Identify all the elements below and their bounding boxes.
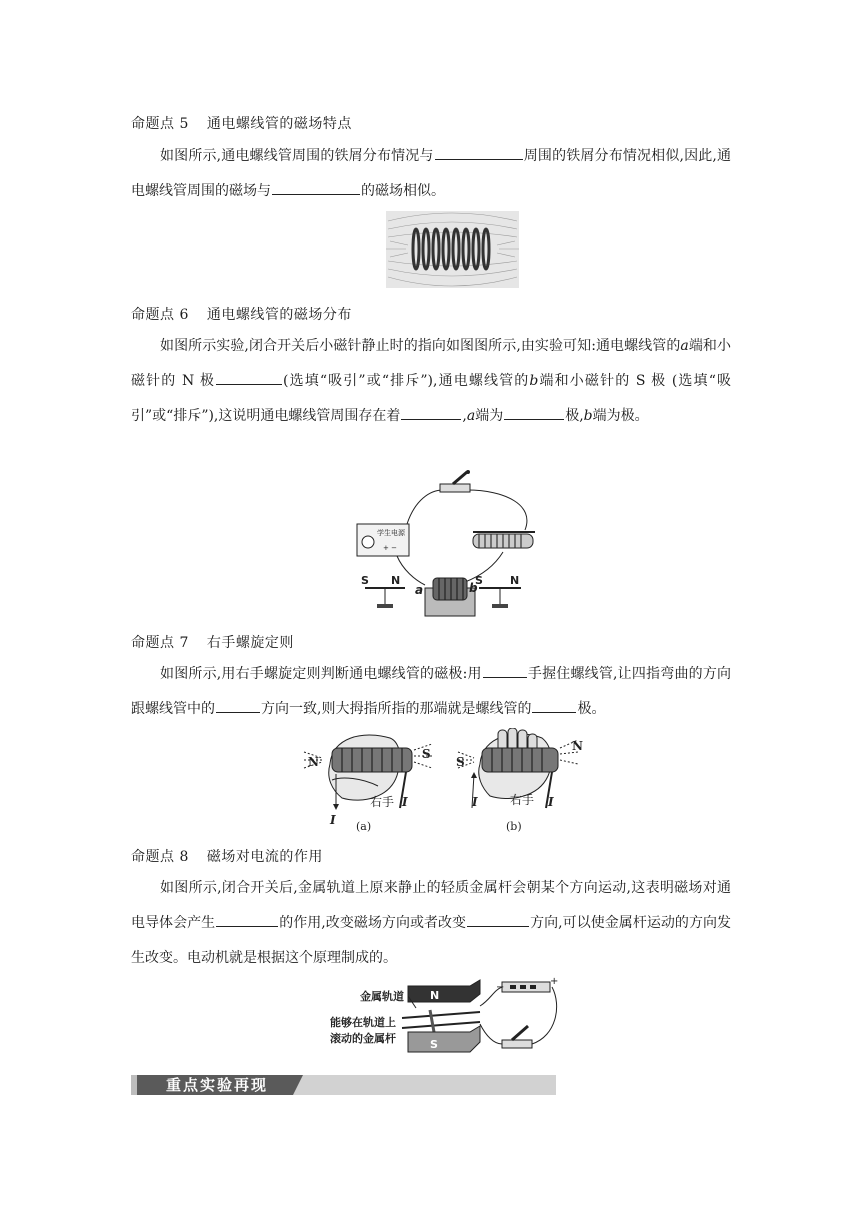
right-hand-label: 右手 [370,795,395,809]
section-6-paragraph [131,329,731,434]
fill-blank[interactable] [467,912,529,927]
compass-s-label: S [361,574,369,587]
current-label: I [402,795,408,809]
section-6-text-3: (选填“吸引”或“排斥”),通电螺线管的 [282,373,530,389]
section-8-text-3: 方向,可以使金属杆运动的方向发生改变。电动机就是根据这个原理制成的。 [131,915,731,966]
magnet-s [408,1026,480,1052]
section-6-text-1: 如图所示实验,闭合开关后小磁针静止时的指向如图图所示,由实验可知:通电螺线管的 [160,338,681,354]
section-5-text-3: 的磁场相似。 [361,183,445,199]
pole-s-label: S [456,755,465,769]
section-7-text-1: 如图所示,用右手螺旋定则判断通电螺线管的磁极:用 [160,666,482,682]
section-6-heading [131,304,352,324]
pole-n-label: N [572,739,583,753]
magnet-n-label: N [430,989,440,1002]
fill-blank[interactable] [532,698,576,713]
end-b-label: b [529,373,539,389]
battery-icon [496,976,558,993]
motor-principle-figure [330,976,562,1060]
end-b-label: b [583,408,593,424]
current-label: I [548,795,554,809]
power-supply-icon [357,524,409,556]
battery-plus: + [550,976,559,987]
section-5-text-2: 周围的铁屑分布情况相似,因此,通电螺线管周围的磁场与 [131,148,732,199]
left-compass-needle [361,574,405,608]
section-6-number: 命题点 6 [131,307,189,323]
power-supply-terminals: + − [383,544,397,552]
section-8-heading [131,846,323,866]
right-compass-needle [475,574,521,608]
section-5-paragraph [131,139,731,209]
fill-blank[interactable] [435,145,523,160]
figure-caption-a: (a) [356,820,372,833]
section-6-text-6: 端为 [475,408,504,424]
rheostat-icon [473,532,535,548]
switch-icon [440,470,470,492]
right-hand-label: 右手 [510,793,535,807]
power-supply-label: 学生电源 [377,529,405,537]
solenoid-end-b: b [469,581,478,595]
current-label: I [330,813,336,827]
switch-icon [502,1026,532,1048]
magnet-n [408,980,480,1002]
section-6-text-2: 端和小磁针的 N 极 [131,338,731,389]
fill-blank[interactable] [216,912,278,927]
section-7-text-4: 极。 [577,701,606,717]
fill-blank[interactable] [272,180,360,195]
solenoid-iron-filings-figure [386,211,519,288]
section-5-text-1: 如图所示,通电螺线管周围的铁屑分布情况与 [160,148,434,164]
section-8-number: 命题点 8 [131,849,189,865]
solenoid-on-stand [425,578,475,616]
section-7-text-2: 手握住螺线管,让四指弯曲的方向跟螺线管中的 [131,666,732,717]
fill-blank[interactable] [401,405,461,420]
section-6-text-4: 端和小磁针的 S 极 (选填“吸引”或“排斥”),这说明通电螺线管周围存在着 [131,373,731,424]
solenoid-end-a: a [415,583,424,597]
pole-s-label: S [422,747,431,761]
section-8-title: 磁场对电流的作用 [206,849,323,865]
pole-n-label: N [308,755,319,769]
banner-title: 重点实验再现 [166,1076,269,1094]
section-6-title: 通电螺线管的磁场分布 [206,307,352,323]
current-label: I [472,795,478,809]
solenoid-circuit-figure [355,470,545,620]
section-5-number: 命题点 5 [131,116,189,132]
section-6-text-8: 端为极。 [592,408,649,424]
section-8-paragraph [131,871,731,976]
hand-diagram-b [456,728,583,833]
compass-n-label: N [391,574,401,587]
section-5-title: 通电螺线管的磁场特点 [206,116,352,132]
compass-n-label: N [510,574,520,587]
section-5-heading [131,113,352,133]
battery-minus: − [496,982,505,993]
section-6-text-5: , [462,408,467,424]
fill-blank[interactable] [483,663,527,678]
compass-s-label: S [475,574,483,587]
end-a-label: a [466,408,476,424]
metal-rails [402,1010,480,1032]
end-a-label: a [680,338,689,354]
rod-label-line-2: 滚动的金属杆 [330,1032,396,1045]
section-7-paragraph [131,657,731,727]
section-7-number: 命题点 7 [131,635,189,651]
rail-label: 金属轨道 [360,990,404,1003]
magnet-s-label: S [430,1038,438,1051]
fill-blank[interactable] [216,698,260,713]
section-8-text-2: 的作用,改变磁场方向或者改变 [279,915,467,931]
right-hand-rule-figure [302,728,592,836]
hand-diagram-a [304,735,432,833]
section-8-text-1: 如图所示,闭合开关后,金属轨道上原来静止的轻质金属杆会朝某个方向运动,这表明磁场对通电导体会产生 [131,880,731,931]
section-7-text-3: 方向一致,则大拇指所指的那端就是螺线管的 [261,701,532,717]
section-6-text-7: 极, [565,408,584,424]
fill-blank[interactable] [216,370,282,385]
rod-label-line-1: 能够在轨道上 [330,1016,396,1029]
fill-blank[interactable] [504,405,564,420]
section-7-heading [131,632,294,652]
figure-caption-b: (b) [506,820,522,833]
section-7-title: 右手螺旋定则 [206,635,294,651]
